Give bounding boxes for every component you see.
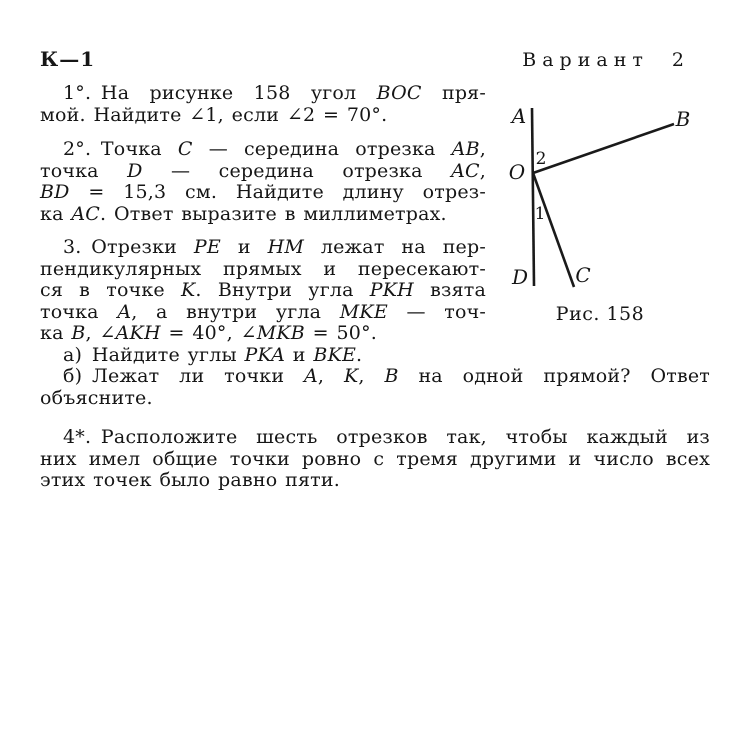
point-label-A: A [511, 104, 527, 128]
text-line: точка A, а внутри угла MKE — точ- [40, 300, 486, 323]
text-line: точка D — середина отрезка AC, [40, 159, 486, 182]
angle-label-1: 1 [534, 204, 546, 224]
figure-158 [500, 98, 710, 328]
text-line: ка B, ∠AKH = 40°, ∠MKB = 50°. [40, 322, 378, 344]
point-label-B: B [675, 107, 691, 131]
figure-caption: Рис. 158 [555, 303, 645, 325]
ray-OB [533, 124, 674, 173]
ray-OC [533, 173, 574, 287]
point-label-D: D [511, 265, 529, 289]
point-label-O: O [508, 160, 526, 184]
text-line: объясните. [40, 386, 153, 409]
text-line: 2°. Точка C — середина отрезка AB, [63, 138, 486, 160]
text-line: пендикулярных прямых и пересекают- [40, 257, 486, 280]
point-label-C: C [575, 263, 591, 287]
text-line: этих точек было равно пяти. [40, 469, 340, 491]
text-line: 4*. Расположите шесть отрезков так, чтобы каждый из [63, 426, 710, 448]
text-line: них имел общие точки ровно с тремя другими и число всех [40, 447, 710, 470]
angle-label-2: 2 [535, 149, 547, 169]
problem-3-item-a: а) Найдите углы PKA и BKE. [63, 343, 363, 366]
variant-label: Вариант 2 [522, 49, 690, 71]
text-line: 3. Отрезки PE и HM лежат на пер- [63, 236, 486, 258]
text-line: 1°. На рисунке 158 угол BOC пря- [63, 82, 486, 104]
problem-4 [40, 427, 710, 492]
text-line: ся в точке K. Внутри угла PKH взята [40, 279, 486, 301]
text-line: ка AC. Ответ выразите в миллиметрах. [40, 202, 447, 225]
problem-3-item-b: б) Лежат ли точки A, K, B на одной прямой? Ответ [63, 365, 710, 387]
test-code: К—1 [40, 47, 96, 71]
text-line: мой. Найдите ∠1, если ∠2 = 70°. [40, 103, 388, 126]
text-line: BD = 15,3 см. Найдите длину отрез- [40, 181, 486, 203]
line-AD [532, 108, 534, 286]
figure-158-drawing [500, 98, 710, 298]
